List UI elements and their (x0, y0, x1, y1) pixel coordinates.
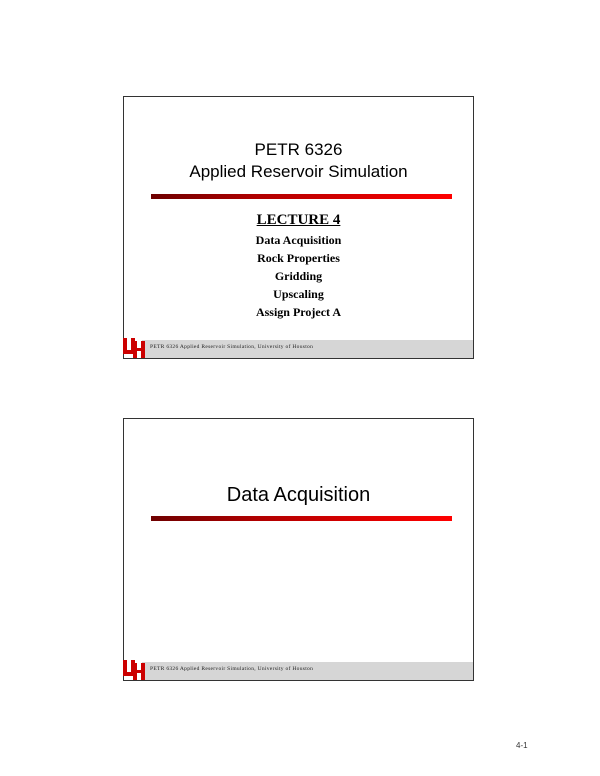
red-divider-bar (151, 194, 452, 199)
lecture-item: Gridding (274, 269, 323, 283)
uh-logo-icon (122, 337, 146, 359)
lecture-item: Assign Project A (255, 305, 342, 319)
lecture-content (124, 211, 473, 321)
slide-1 (123, 96, 474, 359)
uh-logo-icon (122, 659, 146, 681)
slide-title-line-2: Applied Reservoir Simulation (189, 162, 408, 181)
slide-2 (123, 418, 474, 681)
slide-footer (142, 340, 473, 358)
footer-text: PETR 6326 Applied Reservoir Simulation, University of Houston (150, 666, 314, 672)
slide-footer (142, 662, 473, 680)
slide-title-line-1: PETR 6326 (254, 140, 343, 159)
lecture-item: Data Acquisition (255, 233, 342, 247)
lecture-item: Rock Properties (257, 251, 340, 265)
page-number: 4-1 (516, 741, 528, 750)
lecture-heading: LECTURE 4 (256, 212, 341, 228)
lecture-item: Upscaling (273, 287, 324, 301)
red-divider-bar (151, 516, 452, 521)
slide-title: Data Acquisition (226, 484, 371, 506)
footer-text: PETR 6326 Applied Reservoir Simulation, University of Houston (150, 344, 314, 350)
